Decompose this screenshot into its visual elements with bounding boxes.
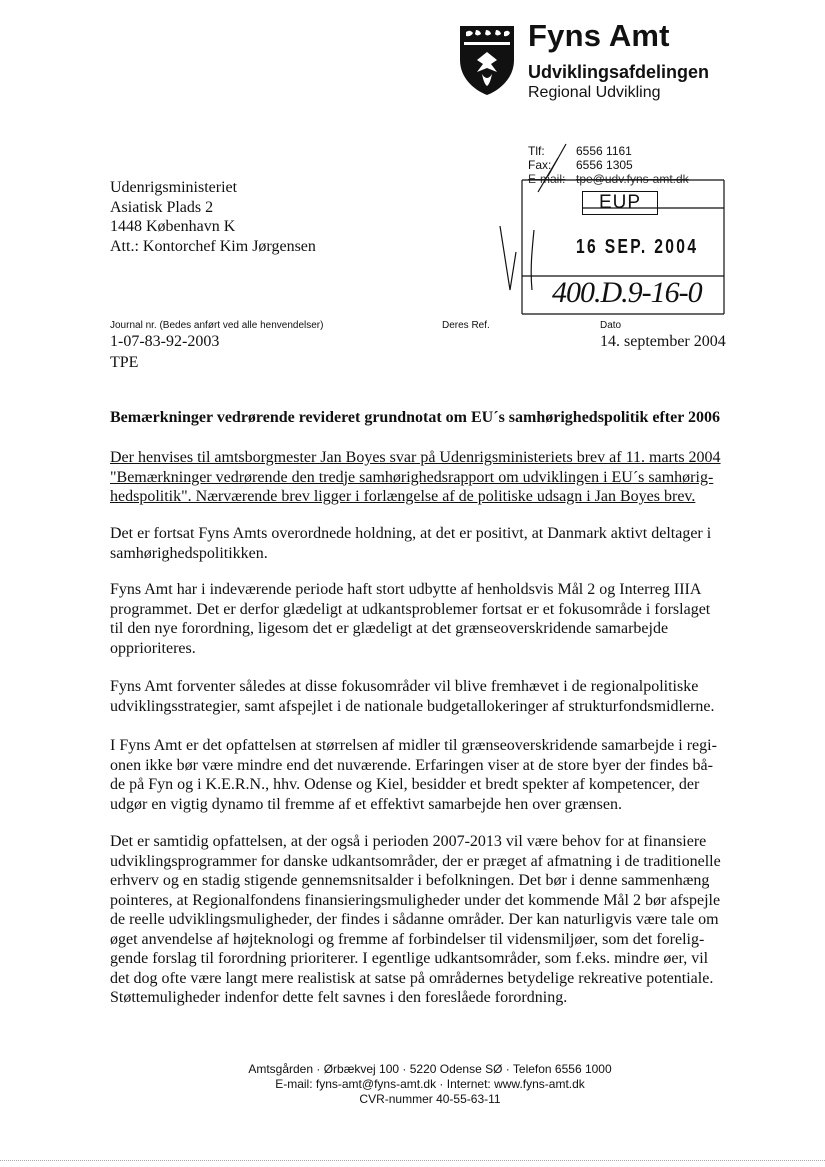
text-line: Støttemuligheder indenfor dette felt savnes i den foreslåede forordning. bbox=[110, 989, 568, 1006]
text-line: pointeres, at Regionalfondens finansieringsmuligheder under det kommende Mål 2 bør afspejle bbox=[110, 891, 721, 909]
fax-label: Fax: bbox=[528, 158, 552, 172]
text-line: Det er samtidig opfattelsen, at der også i perioden 2007-2013 vil være behov for at finansiere bbox=[110, 833, 707, 850]
text-line: øget anvendelse af højteknologi og fremme af forbindelser til vidensmiljøer, som det forelig- bbox=[110, 930, 705, 948]
text-line: Det er fortsat Fyns Amts overordnede holdning, at det er positivt, at Danmark aktivt deltager i bbox=[110, 525, 712, 542]
paragraph bbox=[110, 524, 750, 563]
journal-number: 1-07-83-92-2003 bbox=[110, 333, 220, 350]
text-line: til den nye forordning, ligesom det er glædeligt at det grænseoverskridende samarbejde bbox=[110, 620, 669, 637]
text-line: "Bemærkninger vedrørende den tredje samhørighedsrapport om udviklingen i EU´s samhørig- bbox=[110, 468, 714, 486]
footer-cvr: CVR-nummer 40-55-63-11 bbox=[359, 1092, 501, 1106]
intro-paragraph bbox=[110, 448, 750, 507]
footer-address: Amtsgården · Ørbækvej 100 · 5220 Odense SØ · Telefon 6556 1000 bbox=[248, 1062, 612, 1076]
recipient-line: Asiatisk Plads 2 bbox=[110, 198, 214, 216]
text-line: opprioriteres. bbox=[110, 639, 196, 657]
text-line: udgør en vigtig dynamo til fremme af et effektivt samarbejde hen over grænsen. bbox=[110, 795, 622, 813]
text-line: onen ikke bør være mindre end det nuværende. Erfaringen viser at de store byer der findes bå- bbox=[110, 756, 713, 774]
recipient-address bbox=[110, 178, 316, 256]
text-line: hedspolitik". Nærværende brev ligger i forlængelse af de politiske udsagn i Jan Boyes brev. bbox=[110, 488, 696, 505]
recipient-line: 1448 København K bbox=[110, 218, 236, 235]
fax-number: 6556 1305 bbox=[576, 158, 633, 172]
text-line: de reelle udviklingsmuligheder, der findes i sådanne områder. Der kan naturligvis være tale om bbox=[110, 911, 719, 928]
text-line: det dog ofte være langt mere realistisk at satse på områdernes betydelige rekreative potentiale. bbox=[110, 969, 714, 987]
phone-number: 6556 1161 bbox=[576, 144, 632, 158]
text-line: erhverv og en stadig stigende gennemsnitsalder i befolkningen. Det bør i denne sammenhæng bbox=[110, 872, 710, 889]
letter-date: 14. september 2004 bbox=[600, 333, 726, 350]
handwritten-reference: 400.D.9-16-0 bbox=[552, 276, 702, 309]
fyns-amt-crest-logo bbox=[458, 24, 516, 96]
org-name: Fyns Amt bbox=[528, 18, 670, 53]
phone-label: Tlf: bbox=[528, 144, 545, 158]
recipient-line: Udenrigsministeriet bbox=[110, 179, 238, 196]
letter-subject: Bemærkninger vedrørende revideret grundnotat om EU´s samhørighedspolitik efter 2006 bbox=[110, 409, 721, 426]
page-edge-rule bbox=[0, 1160, 825, 1161]
email-label: E-mail: bbox=[528, 172, 566, 186]
text-line: Fyns Amt har i indeværende periode haft stort udbytte af henholdsvis Mål 2 og Interreg IIIA bbox=[110, 581, 702, 598]
text-line: udviklingsstrategier, samt afspejlet i de nationale budgetallokeringer af strukturfondsmidlerne. bbox=[110, 697, 715, 715]
stamp-date: 16 SEP. 2004 bbox=[576, 236, 699, 258]
text-line: programmet. Det er derfor glædeligt at udkantsproblemer fortsat er et fokusområde i forslaget bbox=[110, 600, 711, 618]
recipient-line: Att.: Kontorchef Kim Jørgensen bbox=[110, 237, 316, 255]
journal-label: Journal nr. (Bedes anført ved alle henvendelser) bbox=[110, 320, 324, 331]
text-line: Fyns Amt forventer således at disse fokusområder vil blive fremhævet i de regionalpolitiske bbox=[110, 678, 699, 695]
text-line: samhørighedspolitikken. bbox=[110, 544, 268, 562]
paragraph bbox=[110, 677, 750, 716]
stamp-label: EUP bbox=[582, 191, 658, 215]
department-name: Udviklingsafdelingen bbox=[528, 62, 710, 82]
text-line: gende forslag til forordning prioriterer. I egentlige udkantsområder, som f.eks. mindre øer, vil bbox=[110, 950, 709, 967]
text-line: udviklingsprogrammer for danske udkantsområder, der er præget af afmatning i de traditionelle bbox=[110, 852, 721, 870]
text-line: de på Fyn og i K.E.R.N., hhv. Odense og Kiel, besidder et bredt spekter af kompetencer, der bbox=[110, 776, 700, 793]
text-line: I Fyns Amt er det opfattelsen at størrelsen af midler til grænseoverskridende samarbejde i regi- bbox=[110, 737, 717, 754]
email-address: tpe@udv.fyns-amt.dk bbox=[576, 172, 689, 186]
footer-contact: E-mail: fyns-amt@fyns-amt.dk · Internet: www.fyns-amt.dk bbox=[275, 1077, 585, 1091]
paragraph bbox=[110, 832, 750, 1008]
date-label: Dato bbox=[600, 320, 622, 331]
paragraph bbox=[110, 736, 750, 814]
text-line: Der henvises til amtsborgmester Jan Boyes svar på Udenrigsministeriets brev af 11. marts 2004 bbox=[110, 449, 721, 466]
your-ref-label: Deres Ref. bbox=[442, 320, 490, 331]
sub-department-name: Regional Udvikling bbox=[528, 84, 661, 101]
sender-initials: TPE bbox=[110, 354, 139, 371]
paragraph bbox=[110, 580, 750, 658]
